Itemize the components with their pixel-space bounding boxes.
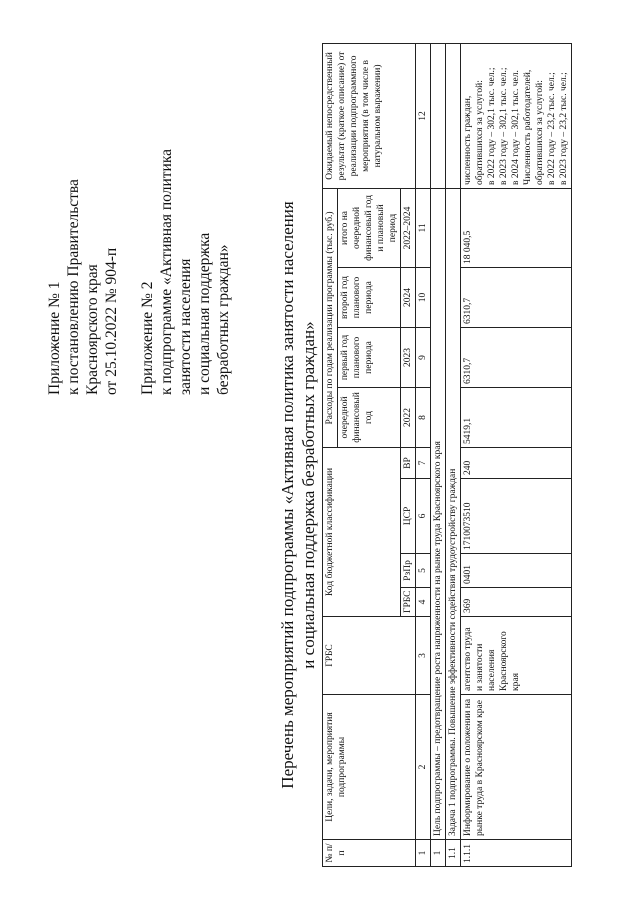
result-line: в 2022 году – 23,2 тыс. чел.; xyxy=(547,72,557,185)
result-line: Численность работодателей, обратившихся за услугой: xyxy=(523,69,545,185)
header-num: № п/п xyxy=(323,840,416,867)
header-grbs-short: ГРБС xyxy=(401,588,416,617)
goal-row xyxy=(431,43,446,866)
column-number-row xyxy=(416,43,431,866)
task-empty xyxy=(446,43,461,188)
row-vr: 240 xyxy=(461,447,572,478)
header-grbs: ГРБС xyxy=(323,617,416,695)
goal-text: Цель подпрограммы – предотвращение роста напряженности на рынке труда Красноярского края xyxy=(431,188,446,839)
annex-2-line: к подпрограмме «Активная политика xyxy=(158,149,175,395)
annex-1-line: Приложение № 1 xyxy=(46,281,63,395)
column-number: 1 xyxy=(416,840,431,867)
row-name: Информирование о положении на рынке труда в Красноярском крае xyxy=(461,695,572,840)
measures-table xyxy=(322,43,572,867)
column-number: 9 xyxy=(416,327,431,387)
title-line: Перечень мероприятий подпрограммы «Активная политика занятости населения xyxy=(278,201,297,789)
header-budget-code: Код бюджетной классификации xyxy=(323,447,401,616)
header-y3: второй год планового периода xyxy=(338,267,401,327)
row-grbs-code: 369 xyxy=(461,588,572,617)
column-number: 3 xyxy=(416,617,431,695)
header-y2: первый год планового периода xyxy=(338,327,401,387)
row-rzpr: 0401 xyxy=(461,554,572,588)
header-y3-year: 2024 xyxy=(401,267,416,327)
table-row xyxy=(461,43,572,866)
result-line: численность граждан, обратившихся за услугой: xyxy=(463,80,485,185)
goal-empty xyxy=(431,43,446,188)
column-number: 6 xyxy=(416,479,431,554)
row-total: 18 040,5 xyxy=(461,188,572,267)
task-row xyxy=(446,43,461,866)
annex-1-line: Красноярского края xyxy=(84,264,101,395)
title-line: и социальная поддержка безработных граждан» xyxy=(299,321,318,669)
result-line: в 2023 году – 23,2 тыс. чел.; xyxy=(559,72,569,185)
annex-2-line: занятости населения xyxy=(177,258,194,395)
annex-2-line: безработных граждан» xyxy=(215,244,232,395)
row-csr: 1710073510 xyxy=(461,479,572,554)
result-line: в 2024 году – 302,1 тыс. чел. xyxy=(511,70,521,185)
header-result: Ожидаемый непосредственный результат (краткое описание) от реализации подпрограммного мероприятия (в том числе в натуральном выражении) xyxy=(323,43,416,188)
annex-1-line: к постановлению Правительства xyxy=(65,179,82,395)
column-number: 2 xyxy=(416,695,431,840)
goal-num: 1 xyxy=(431,840,446,867)
annex-2-line: и социальная поддержка xyxy=(196,232,213,395)
column-number: 11 xyxy=(416,188,431,267)
result-line: в 2022 году – 302,1 тыс. чел.; xyxy=(487,67,497,185)
row-2024: 6310,7 xyxy=(461,267,572,327)
header-y2-year: 2023 xyxy=(401,327,416,387)
annex-2-line: Приложение № 2 xyxy=(139,281,156,395)
row-2022: 5419,1 xyxy=(461,387,572,447)
row-grbs: агентство труда и занятости населения Красноярского края xyxy=(461,617,572,695)
header-row xyxy=(323,43,338,866)
annex-1 xyxy=(45,35,121,395)
header-vr: ВР xyxy=(401,447,416,478)
header-total-years: 2022–2024 xyxy=(401,188,416,267)
header-csr: ЦСР xyxy=(401,479,416,554)
column-number: 8 xyxy=(416,387,431,447)
annex-2 xyxy=(138,35,233,395)
task-text: Задача 1 подпрограммы. Повышение эффективности содействия трудоустройству граждан xyxy=(446,188,461,839)
result-line: в 2023 году – 302,1 тыс. чел.; xyxy=(499,67,509,185)
column-number: 10 xyxy=(416,267,431,327)
row-2023: 6310,7 xyxy=(461,327,572,387)
annex-1-line: от 25.10.2022 № 904-п xyxy=(103,247,120,395)
column-number: 12 xyxy=(416,43,431,188)
header-y1-year: 2022 xyxy=(401,387,416,447)
column-number: 7 xyxy=(416,447,431,478)
task-num: 1.1 xyxy=(446,840,461,867)
header-total: итого на очередной финансовый год и плановый период xyxy=(338,188,401,267)
row-num: 1.1.1 xyxy=(461,840,572,867)
header-name: Цели, задачи, мероприятия подпрограммы xyxy=(323,695,416,840)
row-result xyxy=(461,43,572,188)
header-rzpr: РзПр xyxy=(401,554,416,588)
header-y1: очередной финансовый год xyxy=(338,387,401,447)
column-number: 4 xyxy=(416,588,431,617)
document-title xyxy=(277,175,319,815)
annex-block xyxy=(45,35,233,395)
column-number: 5 xyxy=(416,554,431,588)
header-expenses: Расходы по годам реализации программы (тыс. руб.) xyxy=(323,188,338,447)
